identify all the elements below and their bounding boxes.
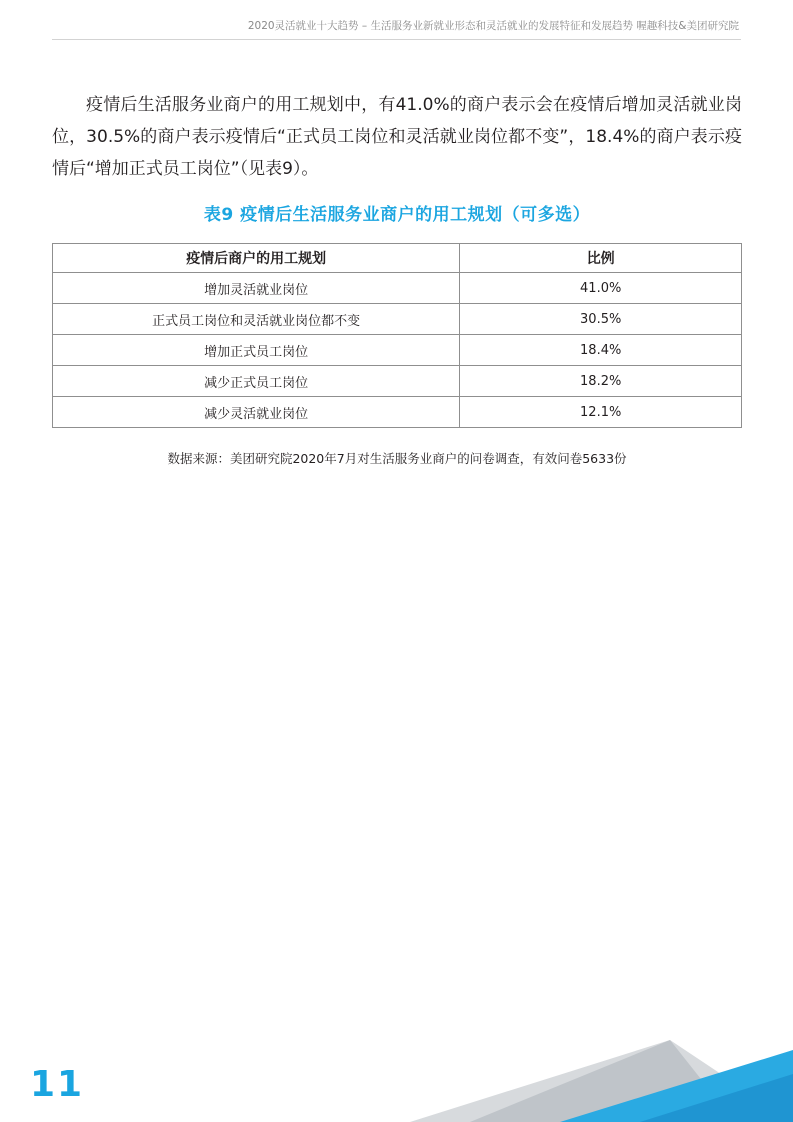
table-header-row	[53, 244, 742, 273]
table-row	[53, 366, 742, 397]
table-row	[53, 304, 742, 335]
ratio-cell: 18.2%	[460, 366, 742, 397]
ratio-cell: 41.0%	[460, 273, 742, 304]
data-source-note: 数据来源：美团研究院2020年7月对生活服务业商户的问卷调查，有效问卷5633份	[167, 451, 627, 466]
table-row	[53, 335, 742, 366]
plan-cell: 减少正式员工岗位	[53, 366, 460, 397]
plan-cell: 减少灵活就业岗位	[53, 397, 460, 428]
column-header-plan: 疫情后商户的用工规划	[53, 244, 460, 273]
ratio-cell: 12.1%	[460, 397, 742, 428]
table-row	[53, 397, 742, 428]
table-row	[53, 273, 742, 304]
table-caption: 表9 疫情后生活服务业商户的用工规划（可多选）	[203, 205, 591, 225]
header-divider	[52, 39, 741, 40]
body-paragraph: 疫情后生活服务业商户的用工规划中，有41.0%的商户表示会在疫情后增加灵活就业岗位，30.5%的商户表示疫情后“正式员工岗位和灵活就业岗位都不变”，18.4%的商户表示疫情后“增加正式员工岗位”（见表9）。	[52, 95, 742, 179]
plan-cell: 正式员工岗位和灵活就业岗位都不变	[53, 304, 460, 335]
running-header: 2020灵活就业十大趋势 – 生活服务业新就业形态和灵活就业的发展特征和发展趋势 喔趣科技&美团研究院	[247, 20, 739, 32]
ratio-cell: 30.5%	[460, 304, 742, 335]
column-header-ratio: 比例	[460, 244, 742, 273]
ratio-cell: 18.4%	[460, 335, 742, 366]
staffing-plan-table	[52, 243, 742, 428]
plan-cell: 增加灵活就业岗位	[53, 273, 460, 304]
plan-cell: 增加正式员工岗位	[53, 335, 460, 366]
page-number: 11	[30, 1064, 85, 1105]
footer-decoration	[0, 1022, 793, 1122]
